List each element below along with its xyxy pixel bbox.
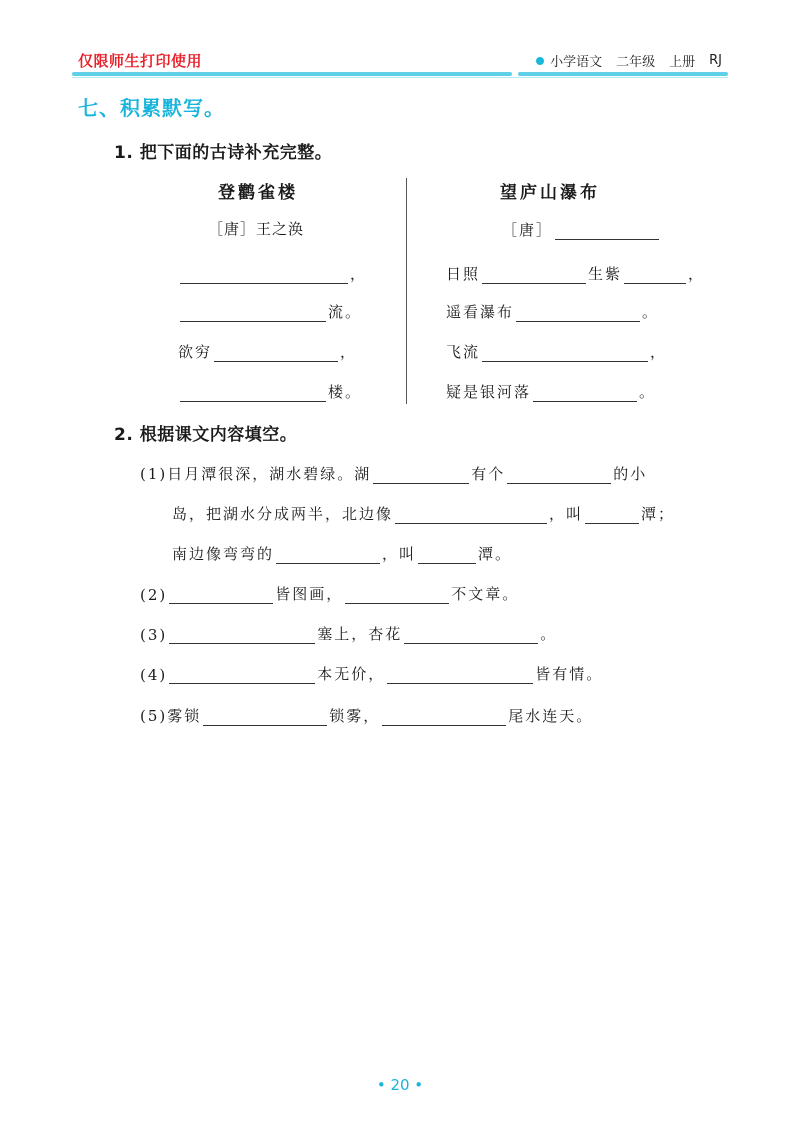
answer-blank[interactable] <box>169 586 273 604</box>
section-title: 七、积累默写。 <box>78 96 225 120</box>
answer-blank[interactable] <box>169 666 315 684</box>
header-edition: RJ <box>709 53 722 68</box>
answer-blank[interactable] <box>214 344 338 362</box>
line-start: 欲穷 <box>178 343 213 361</box>
answer-blank[interactable] <box>516 304 640 322</box>
text-segment: 锁雾， <box>329 707 381 725</box>
text-segment: (5)雾锁 <box>140 707 202 725</box>
question-1-title: 1. 把下面的古诗补充完整。 <box>114 143 333 163</box>
poem1-title: 登鹳雀楼 <box>218 183 298 203</box>
text-segment: 塞上，杏花 <box>317 625 403 643</box>
punct: 。 <box>642 303 660 321</box>
poem2-line3 <box>446 340 667 362</box>
answer-blank[interactable] <box>585 506 639 524</box>
header-rule-left <box>72 72 512 76</box>
punct: ， <box>650 343 668 361</box>
q2-item1-line2 <box>172 502 675 524</box>
text-segment: 皆有情。 <box>535 665 604 683</box>
poem2-author-prefix: ［唐］ <box>502 221 554 239</box>
answer-blank[interactable] <box>382 708 506 726</box>
punct: 。 <box>639 383 657 401</box>
q2-item5 <box>140 704 593 726</box>
page-number: • 20 • <box>376 1076 424 1094</box>
text-segment: 尾水连天。 <box>508 707 594 725</box>
answer-blank[interactable] <box>404 626 538 644</box>
header-rule-thin <box>72 77 728 78</box>
header-info <box>536 51 722 70</box>
q2-item1-line3 <box>172 542 512 564</box>
text-segment: ，叫 <box>549 505 584 523</box>
poem1-author: ［唐］王之涣 <box>208 220 305 238</box>
text-segment: 不文章。 <box>451 585 520 603</box>
header-grade: 二年级 <box>616 55 656 70</box>
punct: ， <box>350 265 368 283</box>
punct: ， <box>688 265 706 283</box>
line-start: 遥看瀑布 <box>446 303 515 321</box>
poem2-line1 <box>446 262 705 284</box>
answer-blank[interactable] <box>276 546 380 564</box>
poem1-line3 <box>178 340 357 362</box>
text-segment: 本无价， <box>317 665 386 683</box>
answer-blank[interactable] <box>624 266 686 284</box>
line-ending: 流。 <box>328 303 363 321</box>
poem1-line1 <box>178 262 367 284</box>
item-number: (3) <box>140 626 168 644</box>
answer-blank[interactable] <box>533 384 637 402</box>
answer-blank[interactable] <box>395 506 547 524</box>
answer-blank[interactable] <box>203 708 327 726</box>
question-2-title: 2. 根据课文内容填空。 <box>114 425 298 445</box>
line-start: 日照 <box>446 265 481 283</box>
header-rule-right <box>518 72 728 76</box>
answer-blank[interactable] <box>180 384 326 402</box>
answer-blank[interactable] <box>373 466 469 484</box>
line-mid: 生紫 <box>588 265 623 283</box>
poem2-author-line <box>502 218 661 240</box>
header-volume: 上册 <box>669 55 696 70</box>
text-segment: 南边像弯弯的 <box>172 545 275 563</box>
text-segment: 潭。 <box>478 545 513 563</box>
item-number: (2) <box>140 586 168 604</box>
text-segment: ，叫 <box>382 545 417 563</box>
answer-blank[interactable] <box>482 266 586 284</box>
answer-blank[interactable] <box>180 304 326 322</box>
poem1-line4 <box>178 380 362 402</box>
text-segment: 皆图画， <box>275 585 344 603</box>
line-start: 疑是银河落 <box>446 383 532 401</box>
line-ending: 楼。 <box>328 383 363 401</box>
text-segment: (1)日月潭很深，湖水碧绿。湖 <box>140 465 372 483</box>
line-start: 飞流 <box>446 343 481 361</box>
poem2-line4 <box>446 380 656 402</box>
poem1-line2 <box>178 300 362 322</box>
text-segment: 。 <box>540 625 558 643</box>
answer-blank[interactable] <box>418 546 476 564</box>
answer-blank[interactable] <box>180 266 348 284</box>
poem2-title: 望庐山瀑布 <box>500 183 600 203</box>
poem2-line2 <box>446 300 659 322</box>
punct: ， <box>340 343 358 361</box>
answer-blank[interactable] <box>169 626 315 644</box>
poem-divider <box>406 178 407 404</box>
q2-item4 <box>140 662 603 684</box>
text-segment: 潭； <box>641 505 676 523</box>
answer-blank[interactable] <box>387 666 533 684</box>
print-notice: 仅限师生打印使用 <box>78 52 203 70</box>
bullet-icon <box>536 57 544 65</box>
q2-item1-line1 <box>140 462 647 484</box>
answer-blank[interactable] <box>507 466 611 484</box>
text-segment: 有个 <box>471 465 506 483</box>
text-segment: 的小 <box>613 465 648 483</box>
answer-blank[interactable] <box>345 586 449 604</box>
q2-item2 <box>140 582 519 604</box>
header-subject: 小学语文 <box>550 55 603 70</box>
text-segment: 岛，把湖水分成两半，北边像 <box>172 505 394 523</box>
author-blank[interactable] <box>555 222 659 240</box>
answer-blank[interactable] <box>482 344 648 362</box>
item-number: (4) <box>140 666 168 684</box>
q2-item3 <box>140 622 557 644</box>
